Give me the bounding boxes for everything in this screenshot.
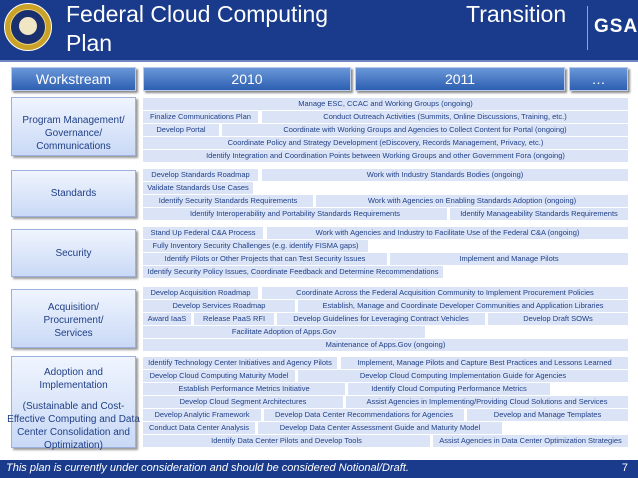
workstream-label: Optimization) — [44, 440, 103, 451]
task-bar: Assist Agencies in Data Center Optimization Strategies — [433, 435, 628, 447]
year-2011-header: 2011 — [355, 67, 565, 91]
title-bar — [0, 0, 638, 60]
task-bar: Identify Manageability Standards Requirements — [450, 208, 628, 220]
seal-inner — [10, 9, 46, 45]
logo-divider — [587, 6, 588, 50]
task-bar: Facilitate Adoption of Apps.Gov — [143, 326, 425, 338]
title-line1-left: Federal Cloud Computing — [66, 1, 329, 27]
eagle-icon — [19, 17, 37, 35]
task-bar: Release PaaS RFI — [194, 313, 274, 325]
task-bar: Develop and Manage Templates — [467, 409, 628, 421]
workstream-label: (Sustainable and Cost- — [22, 401, 125, 412]
workstream-label: Governance/ — [44, 128, 103, 139]
header-rule — [0, 60, 638, 62]
workstream-acquisition — [11, 289, 136, 348]
task-bar: Identify Technology Center Initiatives and Agency Pilots — [143, 357, 337, 369]
task-bar: Work with Industry Standards Bodies (ongoing) — [262, 169, 628, 181]
draft-note: This plan is currently under consideration and should be considered Notional/Draft. — [6, 462, 409, 474]
task-bar: Establish, Manage and Coordinate Developer Communities and Application Libraries — [298, 300, 628, 312]
workstream-adoption — [7, 356, 140, 451]
workstream-label: Effective Computing and Data — [7, 414, 140, 425]
task-bar: Implement, Manage Pilots and Capture Best Practices and Lessons Learned — [341, 357, 628, 369]
task-bar: Work with Agencies on Enabling Standards Adoption (ongoing) — [316, 195, 628, 207]
gsa-logo: GSA — [594, 16, 638, 37]
footer-bar — [0, 460, 638, 478]
task-bar: Develop Acquisition Roadmap — [143, 287, 258, 299]
task-bar: Develop Cloud Computing Maturity Model — [143, 370, 295, 382]
workstream-label: Communications — [36, 141, 111, 152]
task-bar: Develop Portal — [143, 124, 219, 136]
workstream-label: Implementation — [39, 380, 108, 391]
task-bar: Manage ESC, CCAC and Working Groups (ongoing) — [143, 98, 628, 110]
task-bar: Develop Analytic Framework — [143, 409, 261, 421]
workstream-program-management — [11, 97, 136, 156]
workstream-label: Services — [54, 328, 93, 339]
task-bar: Develop Draft SOWs — [488, 313, 628, 325]
task-bar: Coordinate Policy and Strategy Development (eDiscovery, Records Management, Privacy, etc.) — [143, 137, 628, 149]
task-bar: Conduct Data Center Analysis — [143, 422, 255, 434]
task-bar: Identify Cloud Computing Performance Metrics — [348, 383, 550, 395]
task-bar: Develop Cloud Computing Implementation Guide for Agencies — [298, 370, 628, 382]
task-bar: Identify Security Standards Requirements — [143, 195, 313, 207]
future-header: … — [569, 67, 628, 91]
workstream-header: Workstream — [11, 67, 136, 91]
task-bar: Identify Pilots or Other Projects that can Test Security Issues — [143, 253, 387, 265]
page-number: 7 — [621, 462, 628, 474]
year-2010-header: 2010 — [143, 67, 351, 91]
title-line2: Plan — [66, 30, 113, 56]
title-line1-right: Transition — [466, 1, 567, 27]
task-bar: Finalize Communications Plan — [143, 111, 258, 123]
workstream-label: Procurement/ — [43, 315, 104, 326]
federal-seal-icon — [4, 3, 52, 51]
workstream-label: Standards — [50, 188, 97, 199]
task-bar: Maintenance of Apps.Gov (ongoing) — [143, 339, 628, 351]
task-bar: Identify Security Policy Issues, Coordinate Feedback and Determine Recommendations — [143, 266, 443, 278]
task-bar: Develop Data Center Assessment Guide and Maturity Model — [258, 422, 502, 434]
workstream-label: Center Consolidation and — [17, 427, 130, 438]
task-bar: Develop Services Roadmap — [143, 300, 295, 312]
workstream-security — [11, 229, 136, 277]
workstream-standards — [11, 170, 136, 217]
task-bar: Implement and Manage Pilots — [390, 253, 628, 265]
task-bar: Develop Standards Roadmap — [143, 169, 258, 181]
task-bar: Establish Performance Metrics Initiative — [143, 383, 345, 395]
task-bar: Identify Integration and Coordination Points between Working Groups and other Government Fora (ongoing) — [143, 150, 628, 162]
task-bar: Conduct Outreach Activities (Summits, Online Discussions, Training, etc.) — [262, 111, 628, 123]
task-bar: Work with Agencies and Industry to Facilitate Use of the Federal C&A (ongoing) — [267, 227, 628, 239]
workstream-label: Security — [55, 248, 92, 259]
task-bar: Coordinate with Working Groups and Agencies to Collect Content for Portal (ongoing) — [222, 124, 628, 136]
task-bar: Coordinate Across the Federal Acquisition Community to Implement Procurement Policies — [262, 287, 628, 299]
workstream-label: Acquisition/ — [47, 302, 100, 313]
task-bar: Award IaaS — [143, 313, 191, 325]
task-bar: Validate Standards Use Cases — [143, 182, 253, 194]
task-bar: Fully Inventory Security Challenges (e.g. identify FISMA gaps) — [143, 240, 368, 252]
task-bar: Develop Cloud Segment Architectures — [143, 396, 343, 408]
task-bar: Identify Interoperability and Portability Standards Requirements — [143, 208, 447, 220]
task-bar: Develop Guidelines for Leveraging Contract Vehicles — [277, 313, 485, 325]
task-bar: Stand Up Federal C&A Process — [143, 227, 263, 239]
task-bar: Identify Data Center Pilots and Develop Tools — [143, 435, 430, 447]
task-bar: Assist Agencies in Implementing/Providing Cloud Solutions and Services — [346, 396, 628, 408]
task-bar: Develop Data Center Recommendations for Agencies — [264, 409, 464, 421]
workstream-label: Program Management/ — [22, 115, 125, 126]
workstream-label: Adoption and — [44, 367, 103, 378]
